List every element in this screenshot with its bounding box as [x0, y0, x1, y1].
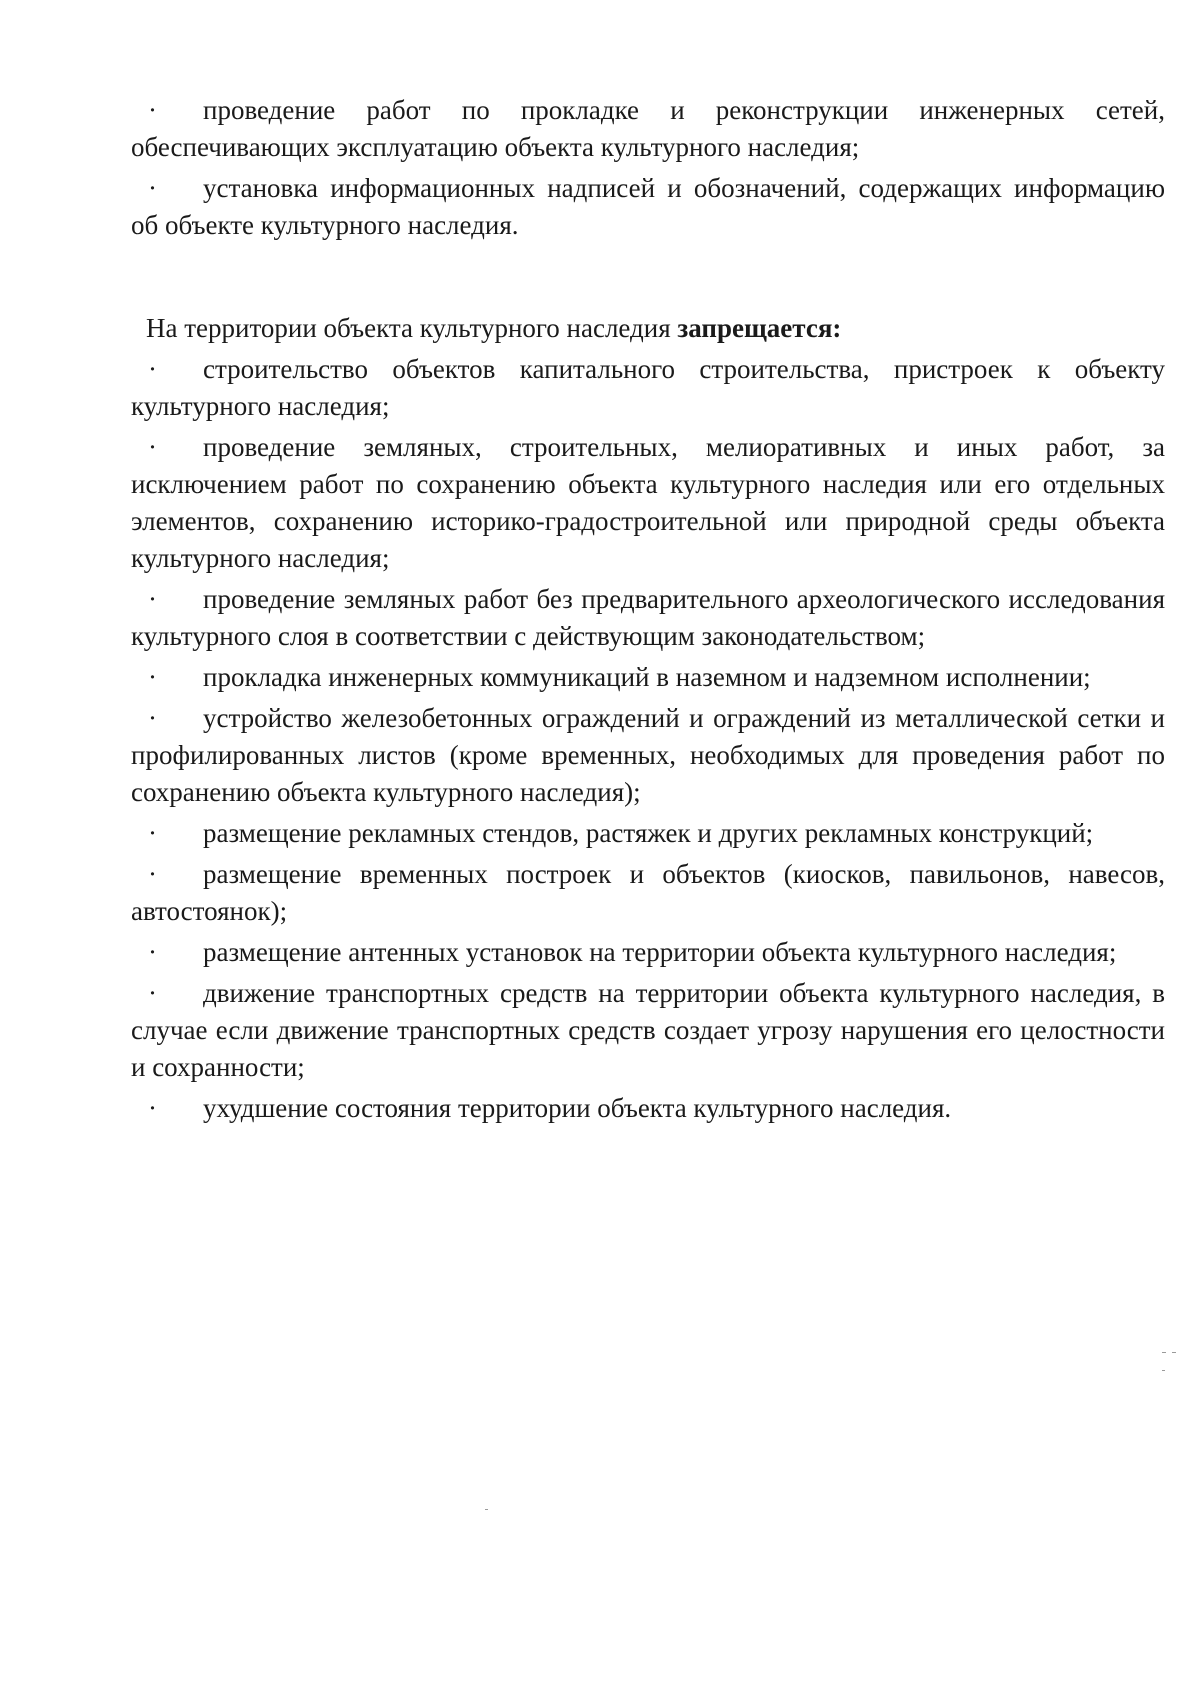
- bullet-icon: ·: [148, 703, 157, 733]
- list-item: [131, 92, 1165, 166]
- list-item: [131, 659, 1165, 696]
- bullet-icon: ·: [148, 354, 157, 384]
- scan-speck: [1162, 1352, 1166, 1353]
- scan-speck: [1172, 1352, 1176, 1353]
- list-item: [131, 581, 1165, 655]
- list-item-text: прокладка инженерных коммуникаций в наземном и надземном исполнении;: [203, 662, 1091, 692]
- list-item: [131, 856, 1165, 930]
- list-item-text: движение транспортных средств на территории объекта культурного наследия, в случае если движение транспортных средств создает угрозу нарушения его целостности и сохранности;: [131, 978, 1165, 1082]
- bullet-icon: ·: [148, 978, 157, 1008]
- list-item: [131, 815, 1165, 852]
- list-item: [131, 934, 1165, 971]
- list-item-text: проведение земляных, строительных, мелиоративных и иных работ, за исключением работ по сохранению объекта культурного наследия или его отдельных элементов, сохранению историко-градостроительной или природной среды объекта культурного наследия;: [131, 432, 1165, 573]
- list-item-text: размещение временных построек и объектов (киосков, павильонов, навесов, автостоянок);: [131, 859, 1165, 926]
- list-item-text: размещение антенных установок на территории объекта культурного наследия;: [203, 937, 1117, 967]
- bullet-icon: ·: [148, 173, 157, 203]
- bullet-icon: ·: [148, 937, 157, 967]
- list-item-text: проведение работ по прокладке и реконструкции инженерных сетей, обеспечивающих эксплуатацию объекта культурного наследия;: [131, 95, 1165, 162]
- document-page: [131, 92, 1165, 1131]
- section-gap: [131, 248, 1165, 310]
- list-item-text: строительство объектов капитального строительства, пристроек к объекту культурного наследия;: [131, 354, 1165, 421]
- bullet-icon: ·: [148, 662, 157, 692]
- list-item: [131, 975, 1165, 1086]
- bullet-icon: ·: [148, 584, 157, 614]
- list-item-text: устройство железобетонных ограждений и ограждений из металлической сетки и профилированных листов (кроме временных, необходимых для проведения работ по сохранению объекта культурного наследия);: [131, 703, 1165, 807]
- bullet-icon: ·: [148, 432, 157, 462]
- list-item-text: ухудшение состояния территории объекта культурного наследия.: [203, 1093, 952, 1123]
- section-intro: [131, 310, 1165, 347]
- list-item: [131, 351, 1165, 425]
- list-item: [131, 700, 1165, 811]
- list-item-text: установка информационных надписей и обозначений, содержащих информацию об объекте культурного наследия.: [131, 173, 1165, 240]
- section-intro-text: На территории объекта культурного наследия: [146, 313, 678, 343]
- bullet-icon: ·: [148, 95, 157, 125]
- list-item-text: размещение рекламных стендов, растяжек и других рекламных конструкций;: [203, 818, 1094, 848]
- prohibited-list: [131, 351, 1165, 1127]
- scan-speck: [485, 1509, 488, 1510]
- list-item: [131, 429, 1165, 577]
- bullet-icon: ·: [148, 818, 157, 848]
- list-item: [131, 170, 1165, 244]
- scan-speck: [1162, 1370, 1165, 1371]
- bullet-icon: ·: [148, 859, 157, 889]
- top-list: [131, 92, 1165, 244]
- list-item: [131, 1090, 1165, 1127]
- list-item-text: проведение земляных работ без предварительного археологического исследования культурного слоя в соответствии с действующим законодательством;: [131, 584, 1165, 651]
- bullet-icon: ·: [148, 1093, 157, 1123]
- section-intro-bold: запрещается:: [677, 313, 842, 343]
